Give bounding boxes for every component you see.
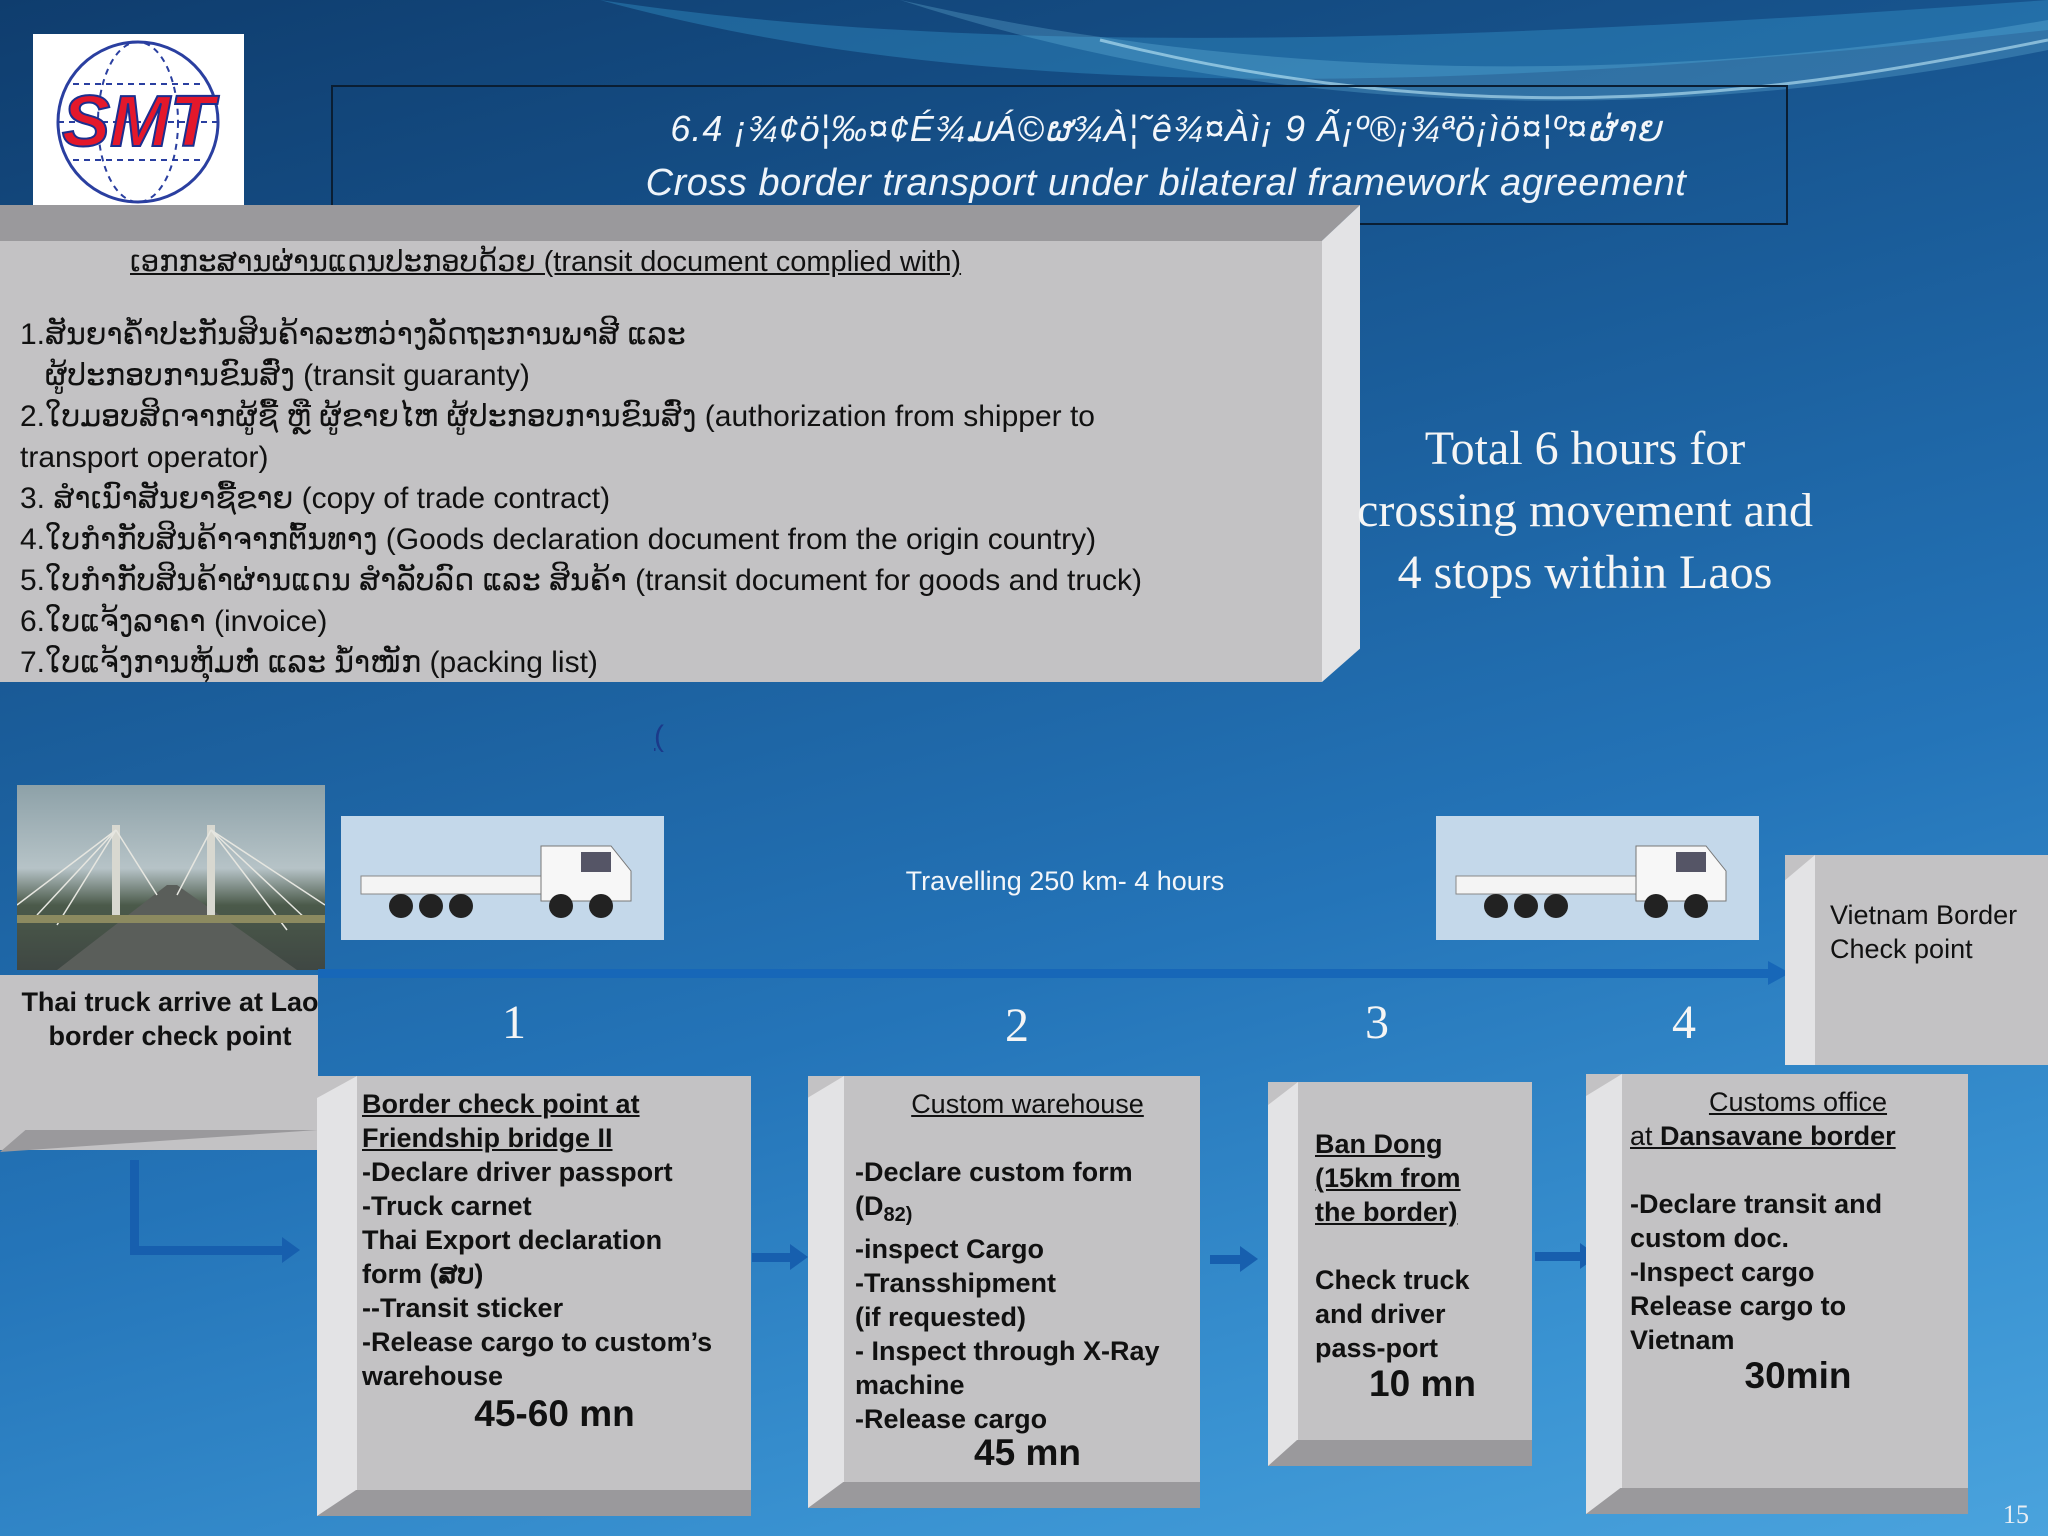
document-item: 1.ສັນຍາຄ້ຳປະກັນສິນຄ້າລະຫວ່າງລັດຖະການພາສີ ແລະ xyxy=(20,318,686,351)
step4-title: Customs office xyxy=(1708,1087,1888,1117)
step3-box-side xyxy=(1268,1082,1298,1466)
documents-heading: ເອກກະສານຜ່ານແດນປະກອບດ້ວຍ (transit document complied with) xyxy=(130,246,962,278)
step1-title: Border check point at xyxy=(362,1089,640,1119)
truck-image-right xyxy=(1436,816,1759,940)
step2-line: -inspect Cargo xyxy=(855,1234,1045,1264)
step3-title: Ban Dong xyxy=(1315,1129,1443,1159)
step4-title-prefix: at xyxy=(1630,1121,1661,1151)
step1-line: -Truck carnet xyxy=(362,1191,532,1221)
step3-line: Check truck xyxy=(1315,1265,1470,1295)
step3-title: the border) xyxy=(1315,1197,1458,1227)
arrow-2-3-head xyxy=(1240,1246,1258,1272)
step-number: 4 xyxy=(1672,996,1696,1049)
start-arrow-vertical xyxy=(130,1160,139,1255)
arrow-3-4-line xyxy=(1535,1252,1585,1261)
step4-box-side xyxy=(1586,1074,1622,1514)
step4-line: -Inspect cargo xyxy=(1630,1257,1815,1287)
arrow-1-2-head xyxy=(790,1244,808,1270)
document-item: 3. ສຳເນົາສັນຍາຊື້ຂາຍ (copy of trade contract) xyxy=(20,482,611,515)
step2-form-code: (D xyxy=(855,1191,884,1221)
step2-line: (if requested) xyxy=(855,1302,1027,1332)
smt-logo xyxy=(33,34,244,210)
arrow-2-3-line xyxy=(1210,1255,1242,1264)
step3-line: pass-port xyxy=(1315,1333,1439,1363)
truck-image-left xyxy=(341,816,664,940)
step2-time: 45 mn xyxy=(974,1432,1081,1473)
step1-time: 45-60 mn xyxy=(474,1393,635,1434)
step3-time: 10 mn xyxy=(1369,1363,1476,1404)
total-time-note: Total 6 hours for crossing movement and 4 stops within Laos xyxy=(1357,422,1813,599)
step2-line: machine xyxy=(855,1370,965,1400)
step1-title: Friendship bridge II xyxy=(362,1123,613,1153)
step2-line: - Inspect through X-Ray xyxy=(855,1336,1160,1366)
documents-list xyxy=(20,314,1320,683)
step-number: 3 xyxy=(1365,996,1389,1049)
step2-line: -Release cargo xyxy=(855,1404,1048,1434)
step4-line: -Declare transit and xyxy=(1630,1189,1883,1219)
document-item: ຜູ້ປະກອບການຂົນສົ່ງ (transit guaranty) xyxy=(20,359,530,392)
step4-time: 30min xyxy=(1744,1355,1852,1396)
step1-box-side xyxy=(317,1076,357,1516)
step1-line: -Release cargo to custom’s xyxy=(362,1327,713,1357)
step4-line: Vietnam xyxy=(1630,1325,1735,1355)
travel-note: Travelling 250 km- 4 hours xyxy=(905,866,1225,896)
step2-line: -Transshipment xyxy=(855,1268,1057,1298)
step3-line: and driver xyxy=(1315,1299,1446,1329)
step1-line: -Declare driver passport xyxy=(362,1157,673,1187)
slide-title-english: Cross border transport under bilateral framework agreement xyxy=(645,162,1687,204)
step-number: 2 xyxy=(1005,999,1029,1052)
slide-title-lao: 6.4 ¡¾¢ö¦‰¤¢É¾ມÁ©ຜ¾À¦˜ê¾¤Àì¡ 9 Ã¡º®¡¾ªö¡ìö¤¦º¤ຜ່າຍ xyxy=(670,108,1662,149)
step2-content xyxy=(855,1087,1200,1473)
vietnam-box-side xyxy=(1785,855,1815,1065)
document-item: 6.ໃບແຈ້ງລາຄາ (invoice) xyxy=(20,605,328,638)
vietnam-border-label: Vietnam Border Check point xyxy=(1830,900,2018,964)
document-item: 5.ໃບກຳກັບສິນຄ້າຜ່ານແດນ ສຳລັບລົດ ແລະ ສິນຄ້າ (transit document for goods and truck) xyxy=(20,564,1142,597)
start-arrow-horizontal xyxy=(130,1246,285,1255)
documents-panel-top xyxy=(0,205,1360,241)
document-item: 7.ໃບແຈ້ງການຫຸ້ມຫໍ່ ແລະ ນ້ຳໜັກ (packing list) xyxy=(20,646,598,679)
document-item: 2.ໃບມອບສິດຈາກຜູ້ຊື້ ຫຼື ຜູ້ຂາຍໄຫ ຜູ້ປະກອບການຂົນສົ່ງ (authorization from shipper to xyxy=(20,400,1095,433)
step3-title: (15km from xyxy=(1315,1163,1461,1193)
step4-line: custom doc. xyxy=(1630,1223,1790,1253)
step1-line: warehouse xyxy=(362,1361,504,1391)
step2-box-bottom xyxy=(808,1482,1200,1508)
step2-form-subscript: 82) xyxy=(883,1204,913,1226)
document-item: transport operator) xyxy=(20,441,269,474)
page-number: 15 xyxy=(2003,1500,2029,1529)
step3-box-bottom xyxy=(1268,1440,1532,1466)
step2-title: Custom warehouse xyxy=(911,1089,1144,1119)
step1-box-bottom xyxy=(317,1490,751,1516)
step3-content xyxy=(1315,1127,1530,1404)
step4-box-bottom xyxy=(1586,1488,1968,1514)
step4-content xyxy=(1630,1085,1966,1396)
step2-line: -Declare custom form xyxy=(855,1157,1133,1187)
step1-line: form (ສບ) xyxy=(362,1259,484,1289)
document-item: 4.ໃບກຳກັບສິນຄ້າຈາກຕົ້ນທາງ (Goods declaration document from the origin country) xyxy=(20,523,1097,556)
logo-text: SMT xyxy=(62,82,214,162)
step1-line: Thai Export declaration xyxy=(362,1225,663,1255)
stray-parenthesis: ( xyxy=(654,720,664,753)
start-arrow-head xyxy=(282,1237,300,1263)
step1-line: --Transit sticker xyxy=(362,1293,564,1323)
step4-title-location: Dansavane border xyxy=(1660,1121,1896,1151)
step2-box-side xyxy=(808,1076,844,1508)
step1-content xyxy=(362,1087,747,1434)
bridge-photo xyxy=(17,785,325,970)
step-number: 1 xyxy=(502,996,526,1049)
step4-line: Release cargo to xyxy=(1630,1291,1847,1321)
start-box-label: Thai truck arrive at Lao border check point xyxy=(21,987,319,1051)
flow-arrow-line xyxy=(318,969,1778,978)
